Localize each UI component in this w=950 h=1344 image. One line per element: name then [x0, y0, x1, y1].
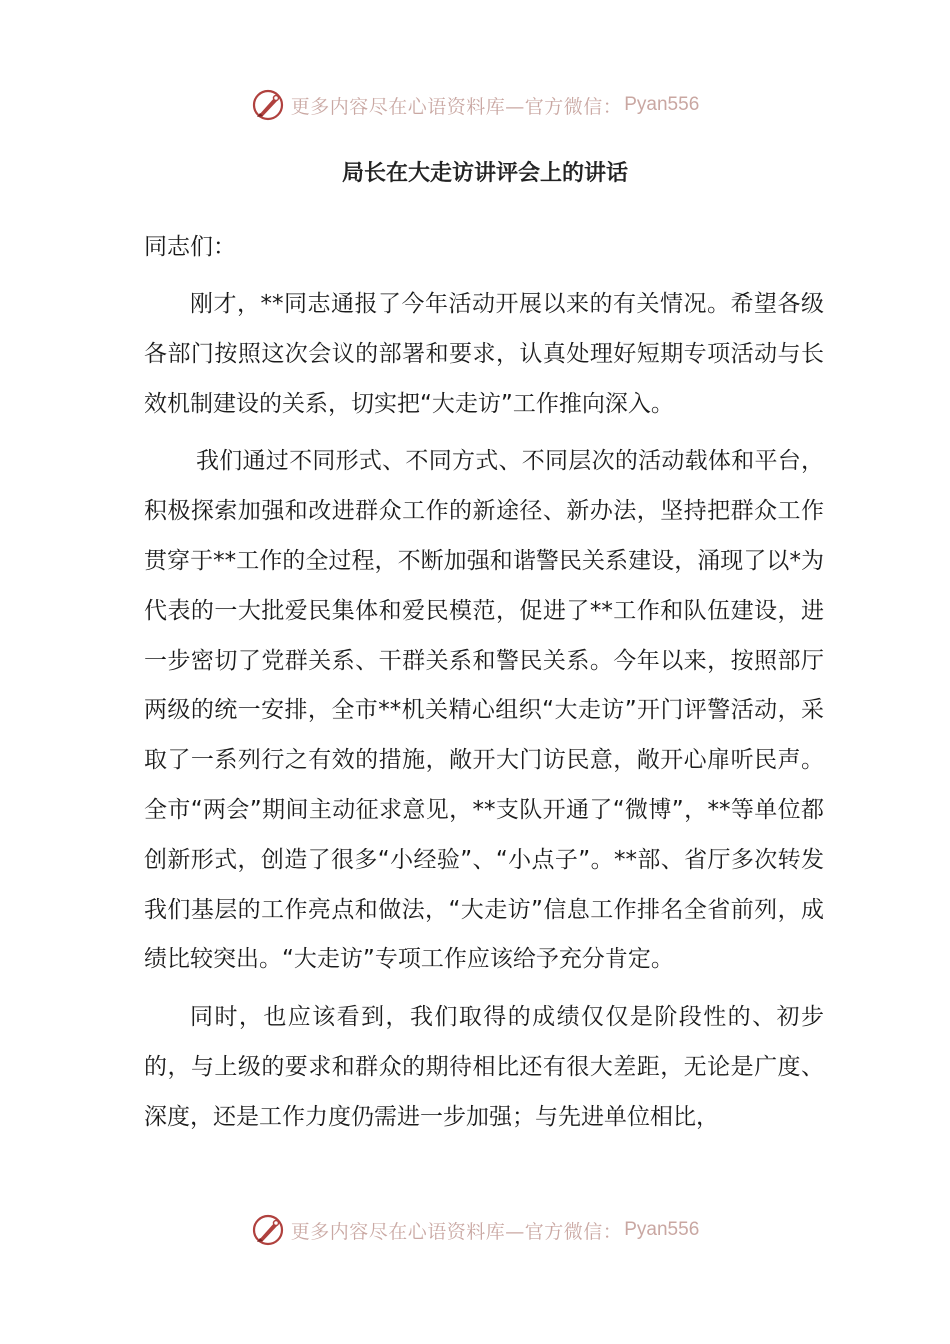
salutation: 同志们： — [144, 234, 236, 260]
watermark-contact: Pyan556 — [624, 1219, 700, 1240]
watermark-text: 更多内容尽在心语资料库—官方微信： — [290, 95, 623, 118]
header-watermark — [0, 85, 950, 125]
paragraph: 我们通过不同形式、不同方式、不同层次的活动载体和平台，积极探索加强和改进群众工作的新途径、新办法，坚持把群众工作贯穿于**工作的全过程，不断加强和谐警民关系建设，涌现了以*为代表的一大批爱民集体和爱民模范，促进了**工作和队伍建设，进一步密切了党群关系、干群关系和警民关系。今年以来，按照部厅两级的统一安排，全市**机关精心组织“大走访”开门评警活动，采取了一系列行之有效的措施，敞开大门访民意，敞开心扉听民声。全市“两会”期间主动征求意见，**支队开通了“微博”，**等单位都创新形式，创造了很多“小经验”、“小点子”。**部、省厅多次转发我们基层的工作亮点和做法，“大走访”信息工作排名全省前列，成绩比较突出。“大走访”专项工作应该给予充分肯定。 — [144, 448, 824, 973]
watermark-text: 更多内容尽在心语资料库—官方微信： — [290, 1220, 623, 1243]
paragraph: 刚才，**同志通报了今年活动开展以来的有关情况。希望各级各部门按照这次会议的部署和要求，认真处理好短期专项活动与长效机制建设的关系，切实把“大走访”工作推向深入。 — [144, 291, 824, 417]
document-title: 局长在大走访讲评会上的讲话 — [341, 161, 628, 186]
footer-watermark — [0, 1210, 950, 1250]
quill-pen-icon — [251, 88, 285, 122]
paragraph: 同时，也应该看到，我们取得的成绩仅仅是阶段性的、初步的，与上级的要求和群众的期待相比还有很大差距，无论是广度、深度，还是工作力度仍需进一步加强；与先进单位相比， — [144, 1004, 824, 1130]
document-body — [144, 222, 824, 1151]
quill-pen-icon — [251, 1213, 285, 1247]
watermark-contact: Pyan556 — [624, 94, 700, 115]
